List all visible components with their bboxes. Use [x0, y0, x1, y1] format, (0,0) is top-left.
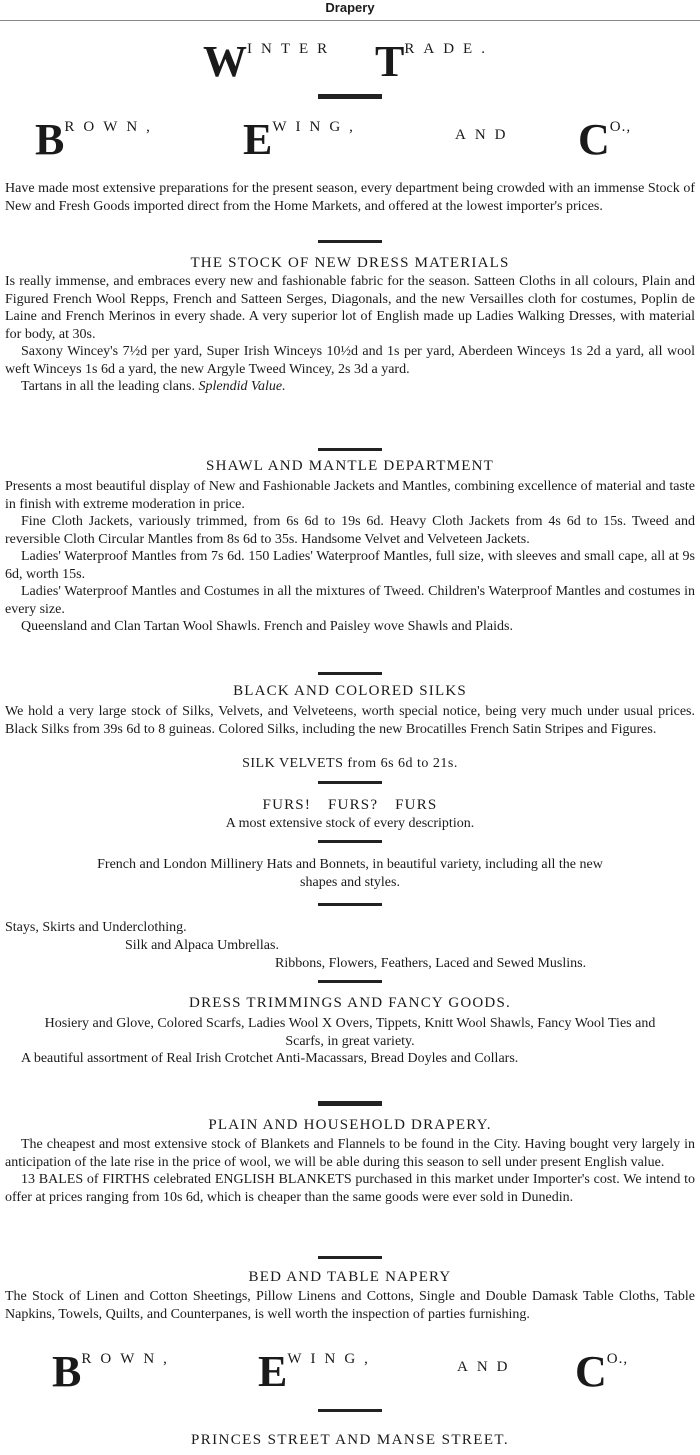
silks-paragraph: We hold a very large stock of Silks, Velvets, and Velveteens, worth special notice, being very much under usual prices. Black Silks from 39s 6d to 8 guineas. Colored Silks, including the new Brocatilles French Satin Stripes and Figures. — [5, 704, 695, 737]
napery-heading: BED AND TABLE NAPERY — [248, 1269, 452, 1285]
headline-w: W — [203, 37, 247, 86]
stays-line: Stays, Skirts and Underclothing. — [5, 920, 187, 935]
headline-rade: RADE. — [404, 41, 494, 57]
splendid-value: Splendid Value. — [198, 379, 286, 394]
dress-heading: THE STOCK OF NEW DRESS MATERIALS — [190, 255, 510, 271]
firm-wing: WING, — [272, 119, 362, 135]
silks-heading: BLACK AND COLORED SILKS — [233, 683, 467, 699]
household-heading: PLAIN AND HOUSEHOLD DRAPERY. — [208, 1117, 492, 1133]
intro-paragraph: Have made most extensive preparations for the present season, every department being crowded with an immense Stock of New and Fresh Goods imported direct from the Home Markets, and offered at the lowest importer's prices. — [5, 181, 695, 214]
firm-e: E — [243, 115, 273, 164]
household-section — [0, 1136, 700, 1206]
firm-c: C — [578, 115, 610, 164]
firm-and: AND — [457, 1359, 517, 1375]
wincey-paragraph: Saxony Wincey's 7½d per yard, Super Irish Winceys 10½d and 1s per yard, Aberdeen Winceys 1s 2d a yard, all wool weft Winceys 1s 6d a yard, the new Argyle Tweed Wincey, 2s 3d a yard. — [5, 344, 695, 377]
dress-section — [0, 273, 700, 396]
headline-inter: INTER — [247, 41, 337, 57]
antimacassars-text: A beautiful assortment of Real Irish Crotchet Anti-Macassars, Bread Doyles and Collars. — [21, 1051, 519, 1066]
umbrellas-line: Silk and Alpaca Umbrellas. — [125, 938, 279, 953]
shawl-paragraph: Presents a most beautiful display of New and Fashionable Jackets and Mantles, combining excellence of material and taste in finish with extreme moderation in price. — [5, 479, 695, 512]
firm-b: B — [52, 1347, 82, 1396]
ribbons-line: Ribbons, Flowers, Feathers, Laced and Sewed Muslins. — [275, 956, 587, 971]
divider — [318, 1256, 382, 1259]
firm-e: E — [258, 1347, 288, 1396]
firm-wing: WING, — [287, 1351, 377, 1367]
hosiery-paragraph: Hosiery and Glove, Colored Scarfs, Ladies Wool X Overs, Tippets, Knitt Wool Shawls, Fancy Wool Ties and Scarfs, in great variety. — [44, 1016, 656, 1049]
firm-o: O., — [609, 119, 632, 135]
firm-o: O., — [606, 1351, 629, 1367]
firm-and: AND — [455, 127, 515, 143]
blankets-paragraph: The cheapest and most extensive stock of Blankets and Flannels to be found in the City. Having bought very largely in anticipation of the late rise in the price of wool, we will be able during this season to sell under present English value. — [5, 1137, 695, 1170]
furs-heading: FURS! FURS? FURS — [262, 797, 438, 813]
divider — [318, 781, 382, 784]
antimacassars-paragraph — [0, 1050, 700, 1068]
dress-paragraph: Is really immense, and embraces every new and fashionable fabric for the season. Satteen Cloths in all colours, Plain and Figured French Wool Repps, French and Satteen Serges, Diagonals, and the new Versailles cloth for costumes, Poplin de Laine and French Merinos in every shade. A very superior lot of English made up Ladies Walking Dresses, with material for body, at 30s. — [5, 274, 695, 342]
firm-name-top — [0, 115, 700, 168]
winter-trade-headline — [0, 37, 700, 90]
firm-c: C — [575, 1347, 607, 1396]
bales-paragraph: 13 BALES of FIRTHS celebrated ENGLISH BLANKETS purchased in this market under Importer's cost. We intend to offer at prices ranging from 10s 6d, which is cheaper than the same goods were ever sold in Dunedin. — [5, 1172, 695, 1205]
category-label: Drapery — [325, 0, 375, 15]
shawl-heading: SHAWL AND MANTLE DEPARTMENT — [206, 458, 494, 474]
napery-paragraph: The Stock of Linen and Cotton Sheetings, Pillow Linens and Cottons, Single and Double Damask Table Cloths, Table Napkins, Towels, Quilts, and Counterpanes, is well worth the inspection of parties furnishing. — [5, 1289, 695, 1322]
firm-rown: ROWN, — [64, 119, 159, 135]
firm-name-bottom — [0, 1347, 700, 1400]
jackets-paragraph: Fine Cloth Jackets, variously trimmed, from 6s 6d to 19s 6d. Heavy Cloth Jackets from 4s 6d to 15s. Tweed and reversible Cloth Circular Mantles from 8s 6d to 35s. Handsome Velvet and Velveteen Jackets. — [5, 514, 695, 547]
divider — [318, 672, 382, 675]
divider — [318, 903, 382, 906]
divider — [318, 448, 382, 451]
waterproof-paragraph: Ladies' Waterproof Mantles from 7s 6d. 150 Ladies' Waterproof Mantles, full size, with sleeves and small cape, all at 9s 6d, worth 15s. — [5, 549, 695, 582]
headline-t: T — [375, 37, 405, 86]
top-divider — [0, 20, 700, 21]
divider — [318, 1409, 382, 1412]
tartans-text: Tartans in all the leading clans. — [21, 379, 195, 394]
divider — [318, 240, 382, 243]
divider — [318, 94, 382, 99]
millinery-paragraph: French and London Millinery Hats and Bonnets, in beautiful variety, including all the new shapes and styles. — [97, 857, 603, 890]
firm-b: B — [35, 115, 65, 164]
divider — [318, 1101, 382, 1106]
firm-rown: ROWN, — [81, 1351, 176, 1367]
tweed-paragraph: Ladies' Waterproof Mantles and Costumes in all the mixtures of Tweed. Children's Waterproof Mantles and costumes in every size. — [5, 584, 695, 617]
silk-velvets-line: SILK VELVETS from 6s 6d to 21s. — [242, 756, 458, 771]
shawls-line: Queensland and Clan Tartan Wool Shawls. French and Paisley wove Shawls and Plaids. — [21, 619, 513, 634]
furs-line: A most extensive stock of every description. — [225, 816, 475, 831]
tartans-line — [5, 378, 695, 396]
divider — [318, 980, 382, 983]
divider — [318, 840, 382, 843]
address-line: PRINCES STREET AND MANSE STREET. — [190, 1432, 510, 1448]
trimmings-heading: DRESS TRIMMINGS AND FANCY GOODS. — [189, 995, 511, 1011]
shawl-section — [0, 478, 700, 636]
